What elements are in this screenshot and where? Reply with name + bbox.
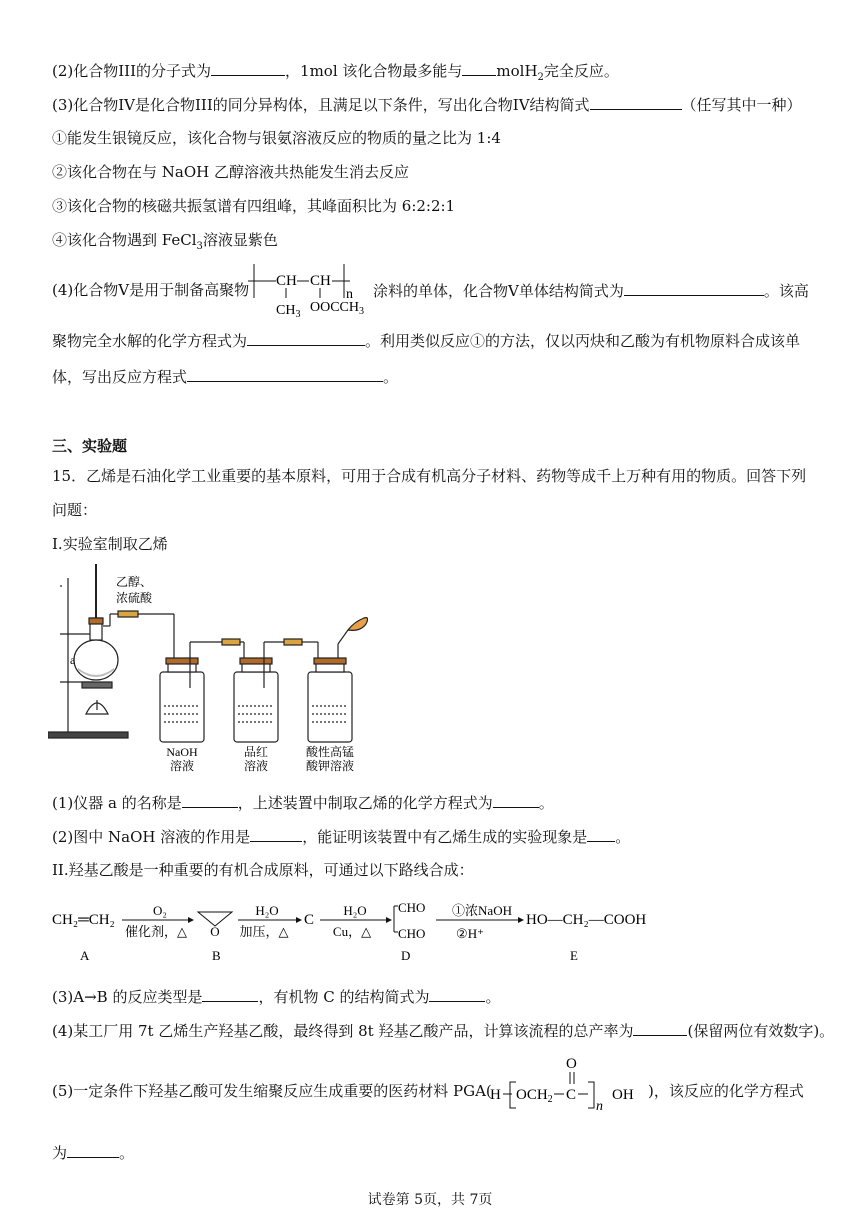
question-4-line-2: 聚物完全水解的化学方程式为 。利用类似反应①的方法，仅以丙炔和乙酸为有机物原料合成该单 [52,332,801,350]
bottle-2-label-2: 溶液 [243,759,269,773]
ethylene-apparatus-diagram [48,564,368,778]
step-1-reagent: O₂ [153,903,167,918]
condition-1: ①能发生银镜反应，该化合物与银氨溶液反应的物质的量之比为 1:4 [52,129,501,147]
instrument-a-label: a [70,653,76,667]
sub-question-4: (4)某工厂用 7t 乙烯生产羟基乙酸，最终得到 8t 羟基乙酸产品，计算该流程的总产率为 (保留两位有效数字)。 [52,1022,835,1040]
compound-e: HO—CH₂—COOH [526,912,647,928]
answer-blank[interactable] [624,280,764,296]
step-4-reagent-1: ①浓NaOH [452,903,512,918]
sub-question-5-line-1b: )，该反应的化学方程式 [648,1082,804,1100]
bottle-3-label-1: 酸性高锰 [305,745,355,759]
answer-blank[interactable] [211,60,285,76]
condition-3: ③该化合物的核磁共振氢谱有四组峰，其峰面积比为 6:2:2:1 [52,197,456,215]
question-4-line-3: 体，写出反应方程式 。 [52,368,399,386]
pga-o-top: O [566,1056,577,1072]
pga-n: n [596,1099,603,1114]
answer-blank[interactable] [182,792,238,808]
sub-question-1: (1)仪器 a 的名称是 ，上述装置中制取乙烯的化学方程式为 。 [52,794,554,812]
pga-c: C [566,1087,577,1103]
label-d: D [401,948,411,963]
part-1-title: I.实验室制取乙烯 [52,535,168,553]
answer-blank[interactable] [633,1020,687,1036]
label-a: A [80,948,90,963]
step-4-reagent-2: ②H⁺ [456,926,484,941]
question-4-line-1: (4)化合物V是用于制备高聚物 [52,281,250,299]
polymer-sub-1: $CH_3$ [276,303,301,318]
bottle-3-label-2: 酸钾溶液 [305,759,355,773]
condition-2: ②该化合物在与 NaOH 乙醇溶液共热能发生消去反应 [52,163,409,181]
answer-blank[interactable] [462,60,496,76]
answer-blank[interactable] [429,986,485,1002]
question-2-line: (2)化合物III的分子式为 ，1mol 该化合物最多能与 molH$_2$完全反应。 [52,62,619,83]
step-2-reagent: H₂O [255,903,279,918]
step-2-condition: 加压，△ [239,924,289,939]
question-4-line-1b: 涂料的单体，化合物V单体结构简式为 。该高 [373,282,809,300]
bottle-1-label-2: 溶液 [169,759,195,773]
question-3-line: (3)化合物IV是化合物III的同分异构体，且满足以下条件，写出化合物IV结构简式 （任写其中一种） [52,96,802,114]
polymer-ch-1: CH [276,273,297,289]
compound-c: C [304,912,315,928]
step-3-condition: Cu，△ [332,924,372,939]
compound-a: CH₂═CH₂ [52,912,115,928]
answer-blank[interactable] [247,330,365,346]
step-1-condition: 催化剂，△ [125,924,187,939]
step-3-reagent: H₂O [343,903,367,918]
part-2-title: II.羟基乙酸是一种重要的有机合成原料，可通过以下路线合成： [52,861,474,879]
sub-question-3: (3)A→B 的反应类型是 ，有机物 C 的结构简式为 。 [52,988,501,1006]
answer-blank[interactable] [250,826,302,842]
pga-structure [488,1050,648,1116]
answer-blank[interactable] [590,94,682,110]
pga-mid: $OCH_2$ [516,1087,553,1105]
section-title: 三、实验题 [52,437,128,455]
bottle-1-label-1: NaOH [166,745,198,759]
answer-blank[interactable] [67,1142,119,1158]
sub-question-5-line-2: 为 。 [52,1144,135,1162]
pga-oh: OH [612,1087,634,1103]
bottle-2-label-1: 品红 [243,745,269,759]
polymer-structure [246,260,368,318]
sub-question-2: (2)图中 NaOH 溶液的作用是 ，能证明该装置中有乙烯生成的实验现象是 。 [52,828,631,846]
label-b: B [212,948,221,963]
question-15-line-2: 问题： [52,501,98,519]
answer-blank[interactable] [187,366,383,382]
polymer-sub-2: $OOCCH_3$ [310,300,365,317]
sub-question-5-line-1: (5)一定条件下羟基乙酸可发生缩聚反应生成重要的医药材料 PGA( [52,1082,492,1100]
polymer-ch-2: CH [310,273,331,289]
condition-4: ④该化合物遇到 FeCl$_3$溶液显紫色 [52,231,278,252]
polymer-n: n [346,287,353,302]
synthesis-route-diagram [52,896,652,968]
question-15-line-1: 15．乙烯是石油化学工业重要的基本原料，可用于合成有机高分子材料、药物等成千上万种有用的物质。回答下列 [52,467,807,485]
answer-blank[interactable] [493,792,539,808]
label-e: E [570,948,578,963]
answer-blank[interactable] [202,986,258,1002]
page-footer: 试卷第 5页，共 7页 [367,1192,493,1208]
flask-label-2: 浓硫酸 [116,591,153,605]
answer-blank[interactable] [587,826,615,842]
flask-label-1: 乙醇、 [116,575,153,589]
cho-top: CHO [398,900,426,915]
epoxide-oxygen: O [210,924,220,939]
pga-h: H [490,1087,501,1103]
cho-bottom: CHO [398,926,426,941]
